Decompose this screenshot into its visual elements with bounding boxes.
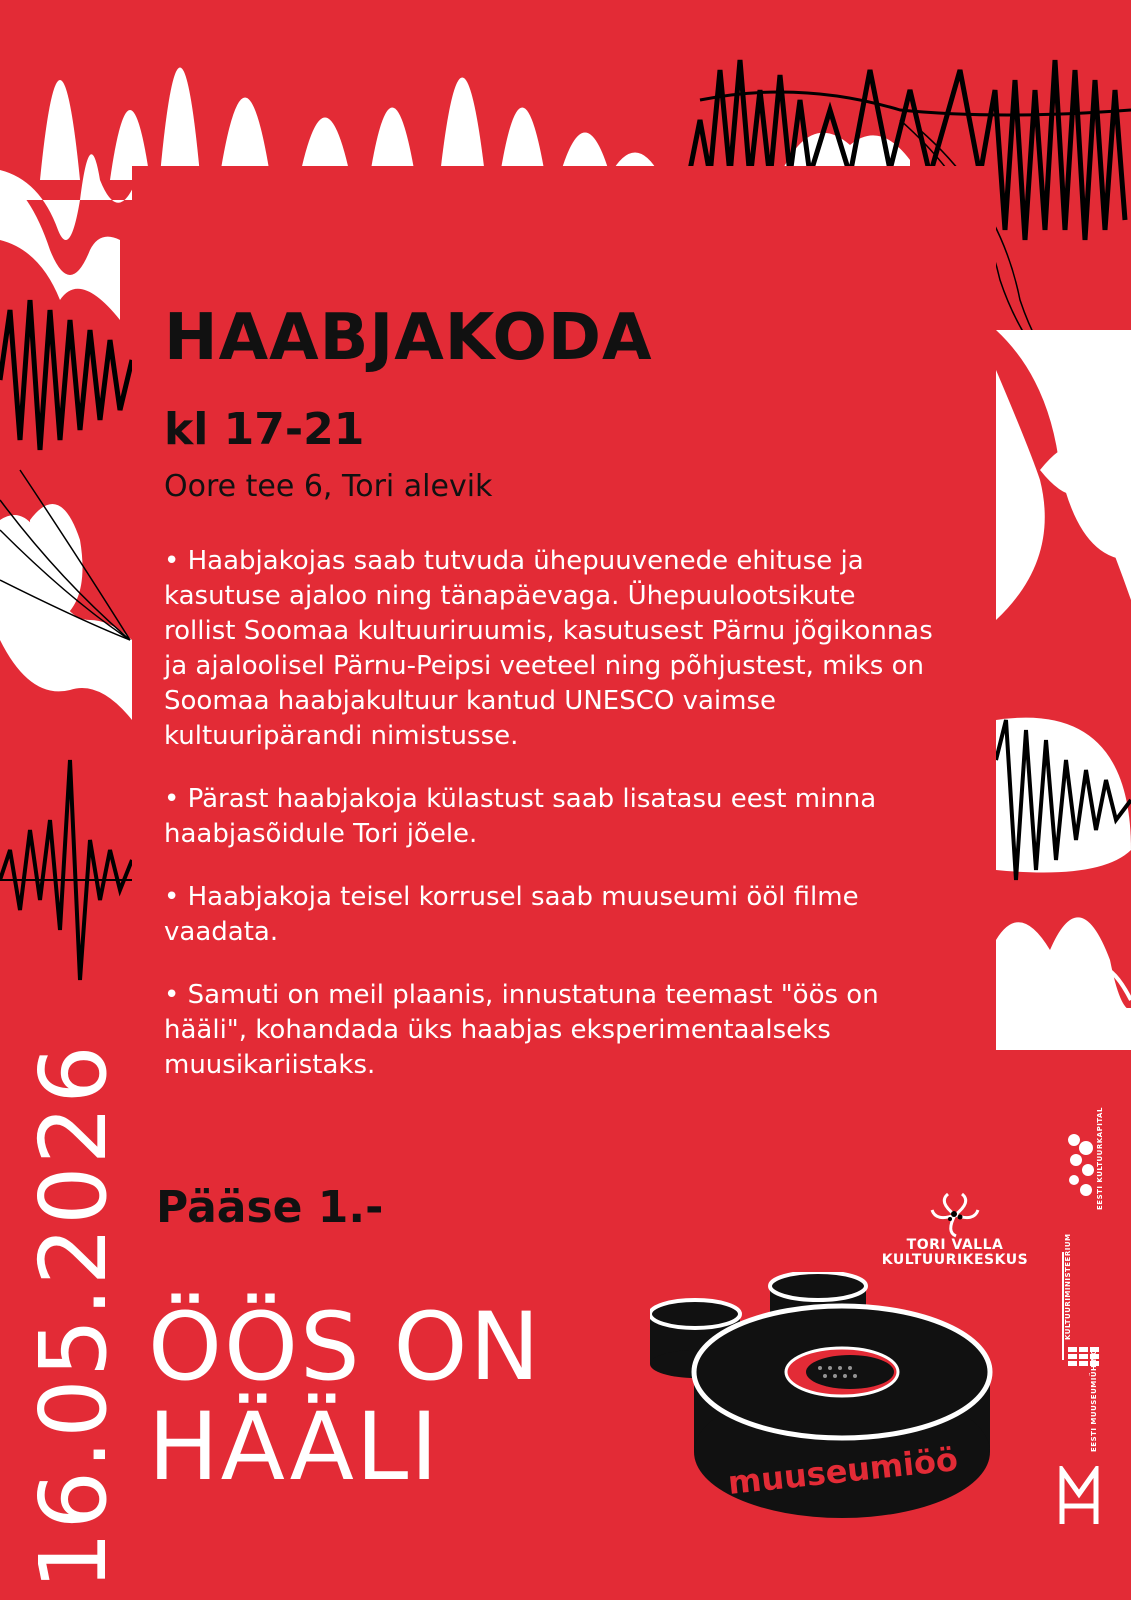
logo-divider (1062, 1252, 1064, 1360)
admission-fee: Pääse 1.- (156, 1182, 384, 1233)
event-description-list (164, 544, 934, 1111)
slogan-line-1: ÖÖS ON (148, 1293, 542, 1402)
description-item: • Haabjakojas saab tutvuda ühepuuvenede ehituse ja kasutuse ajaloo ning tänapäevaga. Ühepuulootsikute rollist Soomaa kultuuriruumis, kasutusest Pärnu jõgikonnas ja ajaloolisel Pärnu-Peipsi veeteel ning põhjustest, miks on Soomaa haabjakultuur kantud UNESCO vaimse kultuuripärandi nimistusse. (164, 546, 933, 751)
description-item: • Pärast haabjakoja külastust saab lisatasu eest minna haabjasõidule Tori jõele. (164, 784, 877, 849)
tori-logo-line-2: KULTUURIKESKUS (881, 1252, 1029, 1268)
tori-swirl-icon (928, 1192, 982, 1238)
museum-night-wordmark: muuseumiöö (726, 1440, 960, 1503)
description-item: • Haabjakoja teisel korrusel saab muuseumi ööl filme vaadata. (164, 882, 859, 947)
museumi-oo-logo (650, 1272, 1020, 1532)
ministry-label: KULTUURIMINISTEERIUM (1064, 1233, 1072, 1340)
event-title: HAABJAKODA (164, 301, 653, 375)
tori-logo-line-1: TORI VALLA (906, 1237, 1004, 1253)
museum-union-label: EESTI MUUSEUMIÜHING (1090, 1348, 1098, 1452)
tori-kultuurikeskus-logo (880, 1192, 1030, 1268)
description-item: • Samuti on meil plaanis, innustatuna teemast "öös on hääli", kohandada üks haabjas eksperimentaalseks muusikariistaks. (164, 980, 879, 1080)
event-hours: kl 17-21 (164, 404, 365, 455)
event-address: Oore tee 6, Tori alevik (164, 469, 493, 504)
slogan-line-2: HÄÄLI (148, 1393, 440, 1502)
event-slogan (148, 1293, 542, 1502)
kulkap-label: EESTI KULTUURKAPITAL (1096, 1107, 1104, 1210)
museum-union-m-icon (1058, 1466, 1100, 1526)
event-date: 16.05.2026 (20, 1043, 127, 1590)
